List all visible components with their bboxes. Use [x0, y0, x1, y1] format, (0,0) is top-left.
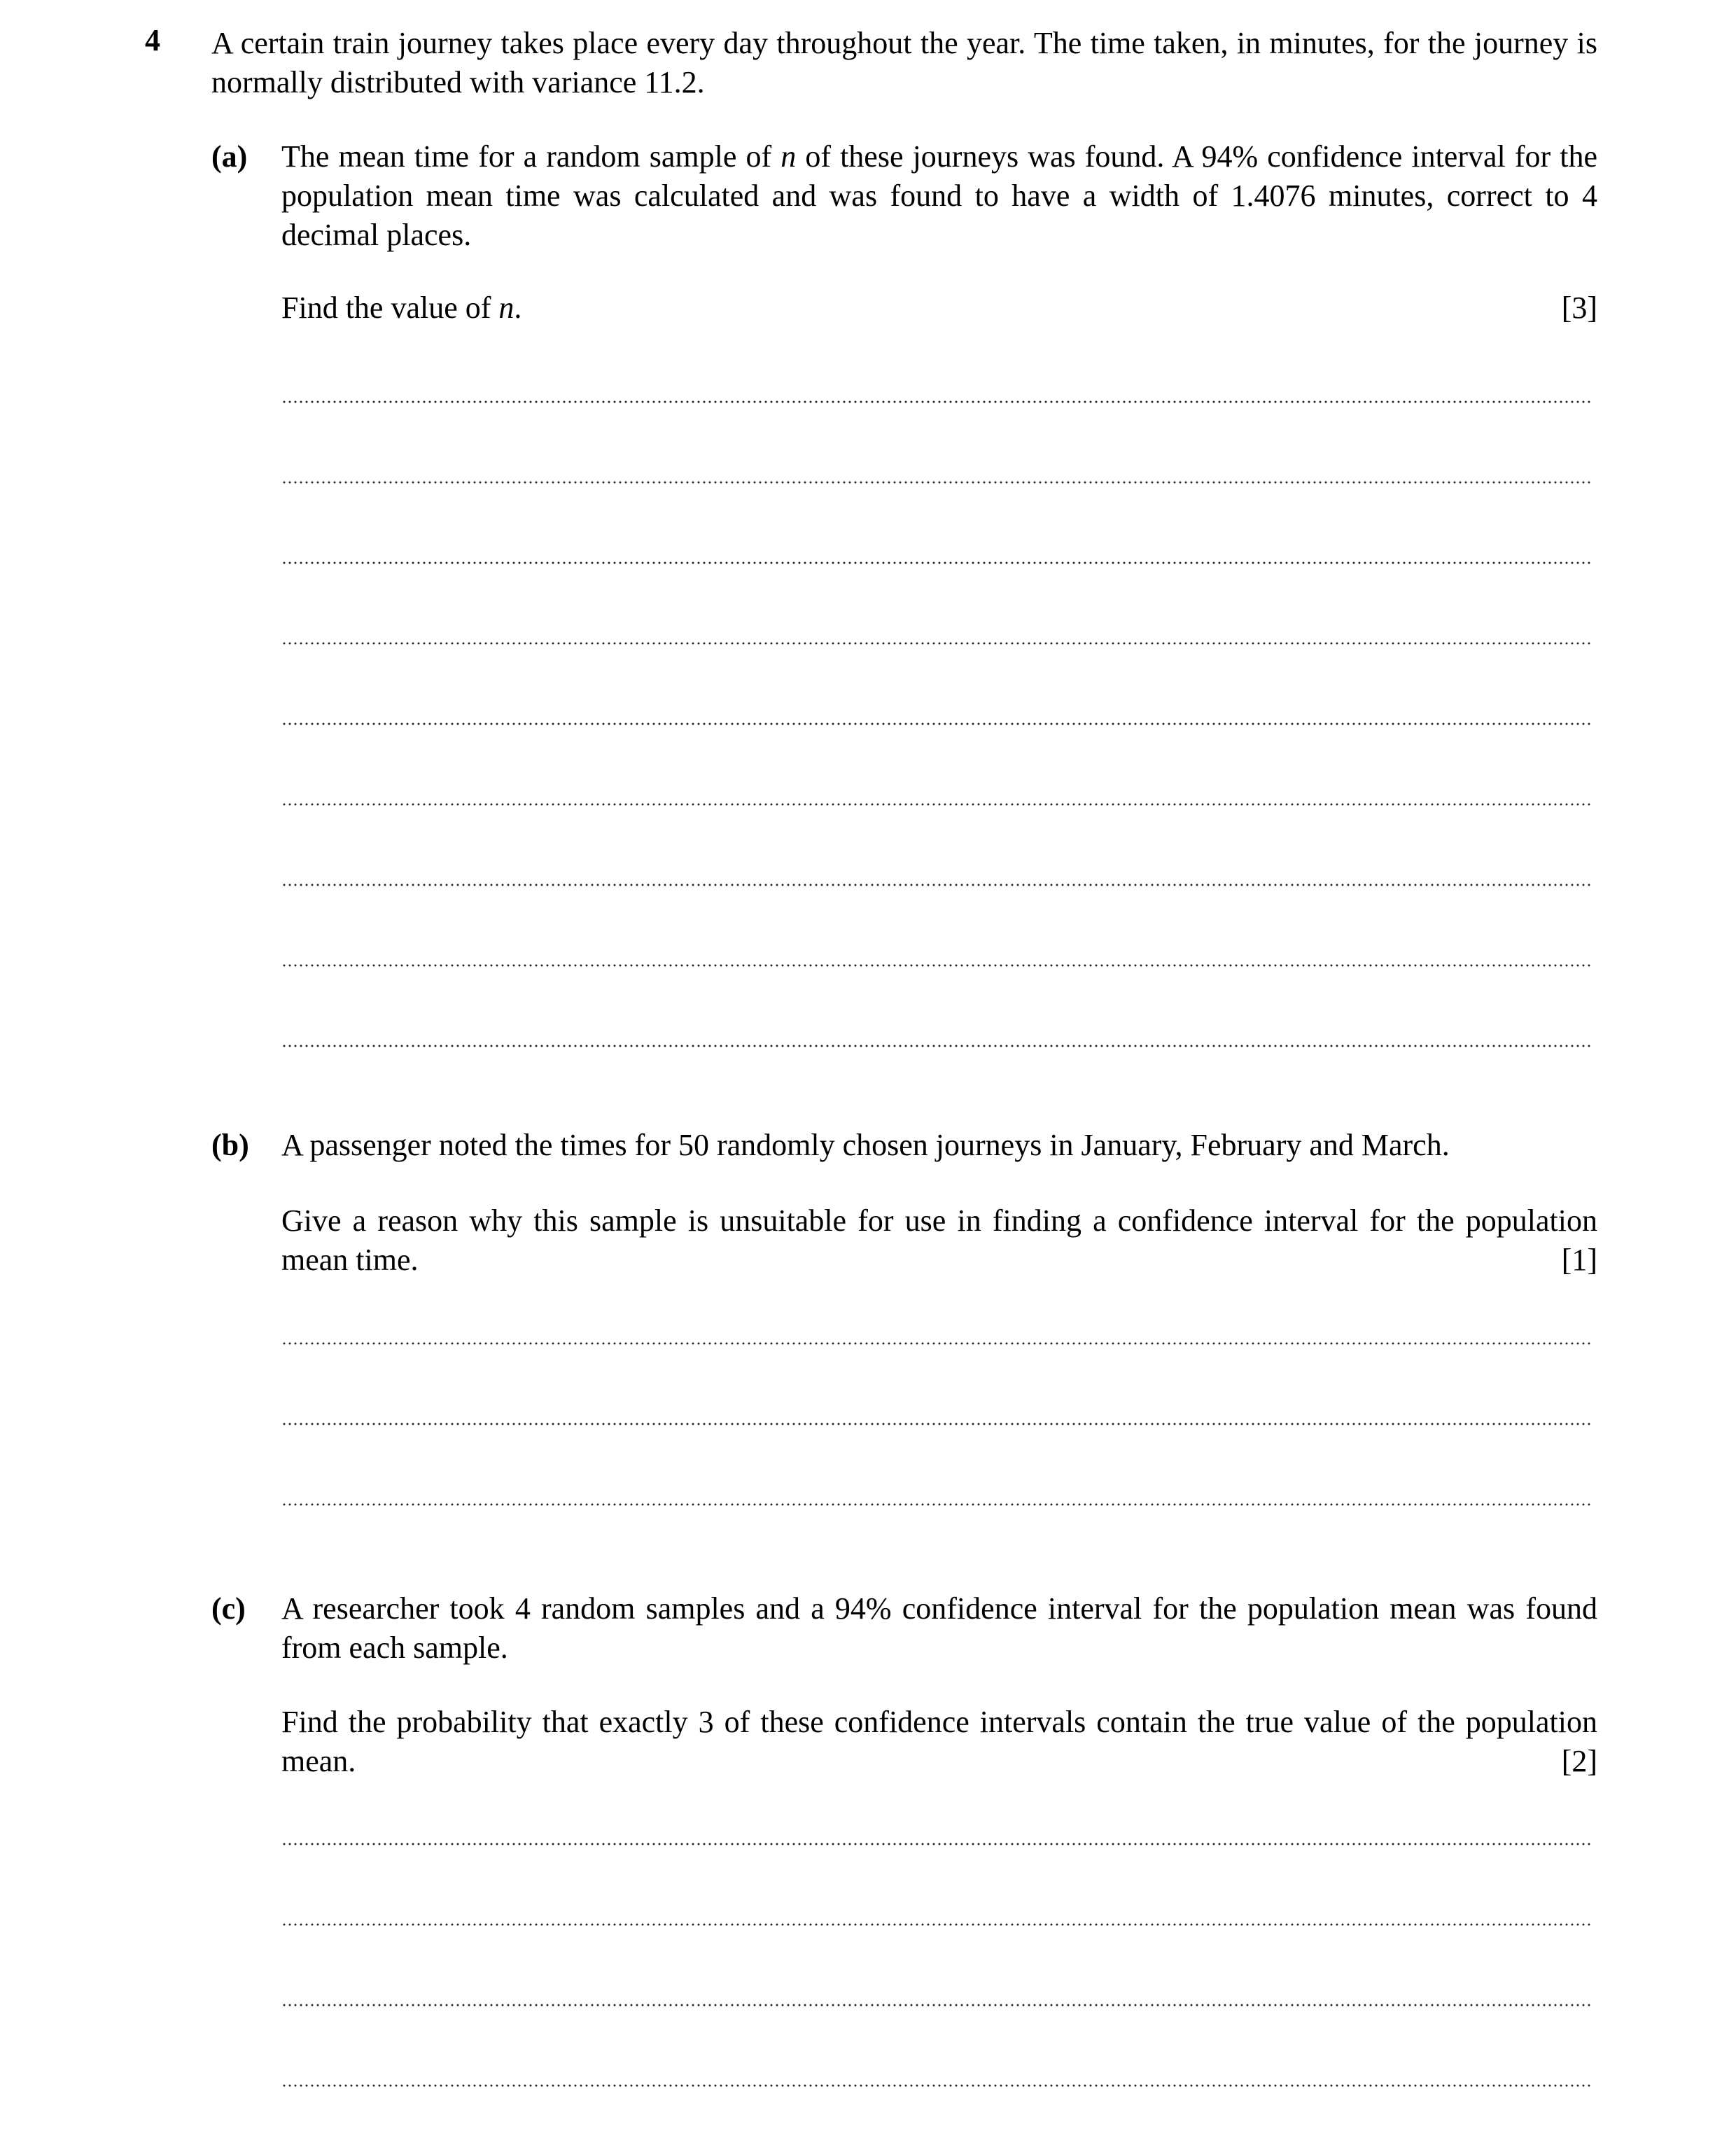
question-number: 4 [145, 23, 160, 57]
part-a-answer-line[interactable] [281, 964, 1590, 967]
part-c-text: A researcher took 4 random samples and a 94% confidence interval for the population mean was found from each sample. [281, 1591, 1597, 1665]
part-c-instruction [281, 1703, 1597, 1781]
part-a-text [281, 137, 1597, 255]
part-b-instruction-text: Give a reason why this sample is unsuitable for use in finding a confidence interval for the population mean time. [281, 1203, 1597, 1277]
part-a-answer-line[interactable] [281, 723, 1590, 725]
part-b-instruction [281, 1201, 1597, 1280]
part-a-answer-line[interactable] [281, 1045, 1590, 1047]
part-b-text: A passenger noted the times for 50 randomly chosen journeys in January, February and March. [281, 1128, 1450, 1162]
part-a-answer-line[interactable] [281, 884, 1590, 886]
part-b-answer-line[interactable] [281, 1423, 1590, 1425]
part-a-instruction-pre: Find the value of [281, 291, 499, 325]
part-a-answer-line[interactable] [281, 481, 1590, 484]
part-a-instruction [281, 288, 1597, 328]
part-a-var-n: n [780, 139, 797, 174]
part-a-answer-line[interactable] [281, 400, 1590, 403]
part-c-answer-line[interactable] [281, 1843, 1590, 1845]
part-a-text-1: The mean time for a random sample of [281, 139, 781, 174]
part-a-text-2: of these journeys was found. A 94% confidence interval for the population mean time was calculated and was found to have a width of 1.4076 minutes, correct to 4 decimal places. [281, 139, 1597, 252]
part-c-answer-line[interactable] [281, 2004, 1590, 2006]
part-c-answer-line[interactable] [281, 2084, 1590, 2087]
part-b-answer-line[interactable] [281, 1503, 1590, 1506]
part-c-instruction-text: Find the probability that exactly 3 of these confidence intervals contain the true value of the population mean. [281, 1705, 1597, 1778]
part-c-label: (c) [211, 1591, 246, 1626]
part-b-marks: [1] [1561, 1243, 1597, 1277]
part-a-answer-line[interactable] [281, 803, 1590, 806]
part-a-label: (a) [211, 139, 248, 174]
part-c-answer-line[interactable] [281, 1923, 1590, 1926]
part-c-marks: [2] [1561, 1744, 1597, 1778]
part-a-answer-line[interactable] [281, 561, 1590, 564]
part-a-answer-line[interactable] [281, 642, 1590, 645]
part-a-instruction-post: . [514, 291, 522, 325]
part-b-label: (b) [211, 1128, 249, 1162]
part-a-instruction-var: n [498, 291, 514, 325]
part-a-marks: [3] [1561, 291, 1597, 325]
question-stem: A certain train journey takes place every day throughout the year. The time taken, in minutes, for the journey is normally distributed with variance 11.2. [211, 26, 1597, 99]
part-b-answer-line[interactable] [281, 1342, 1590, 1345]
